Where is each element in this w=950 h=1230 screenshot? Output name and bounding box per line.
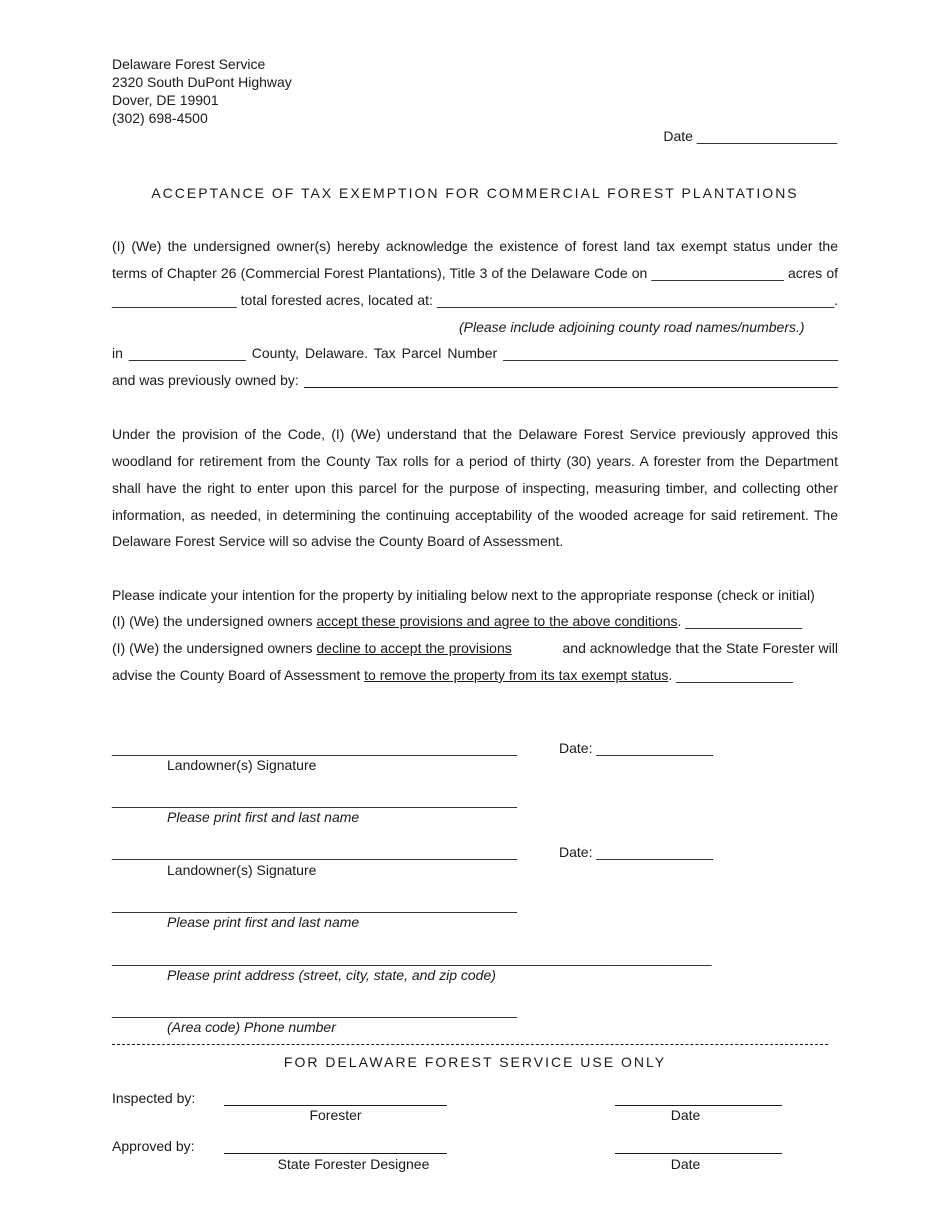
address-line[interactable]: _____________________________________________________________________________ [112,950,712,966]
para1-note: (Please include adjoining county road names/numbers.) [459,319,805,335]
office-heading: FOR DELAWARE FOREST SERVICE USE ONLY [283,1054,667,1070]
print-name-line-1[interactable]: ____________________________________________________ [112,792,517,808]
decline-initial-field[interactable]: . _______________ [668,667,793,683]
para1-line5[interactable]: in _______________ County, Delaware. Tax Parcel Number ___________________________________________ [112,345,838,361]
org-name: Delaware Forest Service [112,56,266,72]
print-name-label-2: Please print first and last name [167,914,360,930]
accept-option[interactable] [112,612,802,630]
decline-cont-prefix: advise the County Board of Assessment [112,667,365,683]
org-phone: (302) 698-4500 [112,110,208,126]
para2-line1: Under the provision of the Code, (I) (We) understand that the Delaware Forest Service previously approved this [112,426,838,442]
decline-suffix: and acknowledge that the State Forester will [558,640,838,656]
designee-signature-field[interactable] [224,1153,447,1154]
accept-text: accept these provisions and agree to the above conditions [316,613,678,629]
signature-line-1[interactable]: ____________________________________________________ [112,740,517,756]
org-street: 2320 South DuPont Highway [112,74,292,90]
para3-line1: Please indicate your intention for the property by initialing below next to the appropriate response (check or initial) [112,587,815,603]
forester-label: Forester [309,1107,362,1123]
decline-cont-text: to remove the property from its tax exempt status [364,667,669,683]
forester-date-label: Date [670,1107,701,1123]
print-name-line-2[interactable]: ____________________________________________________ [112,897,517,913]
org-city: Dover, DE 19901 [112,92,219,108]
landowner-signature-label-1: Landowner(s) Signature [167,757,317,773]
para1-line3[interactable]: ________________ total forested acres, located at: ___________________________________________________. [112,292,838,308]
para2-line4: information, as needed, in determining the continuing acceptability of the wooded acreage for said retirement. The [112,507,838,523]
designee-date-field[interactable] [615,1153,782,1154]
approved-by-label: Approved by: [112,1138,195,1154]
phone-label: (Area code) Phone number [167,1019,336,1035]
inspected-by-label: Inspected by: [112,1090,196,1106]
print-name-label-1: Please print first and last name [167,809,360,825]
decline-text: decline to accept the provisions [316,640,512,656]
accept-prefix: (I) (We) the undersigned owners [112,613,317,629]
header-date-field[interactable]: Date __________________ [663,128,837,144]
para2-line2: woodland for retirement from the County Tax rolls for a period of thirty (30) years. A forester from the Department [112,453,838,469]
signature-line-2[interactable]: ____________________________________________________ [112,844,517,860]
signature-date-2[interactable]: Date: _______________ [559,844,714,860]
para2-line5: Delaware Forest Service will so advise the County Board of Assessment. [112,533,564,549]
designee-date-label: Date [670,1156,701,1172]
page-title: ACCEPTANCE OF TAX EXEMPTION FOR COMMERCIAL FOREST PLANTATIONS [151,185,799,201]
previous-owner-field[interactable] [304,387,838,388]
para1-line1: (I) (We) the undersigned owner(s) hereby acknowledge the existence of forest land tax exempt status under the [112,238,838,254]
accept-initial-field[interactable]: . _______________ [677,613,803,629]
decline-option-cont[interactable] [112,666,793,684]
signature-date-1[interactable]: Date: _______________ [559,740,714,756]
address-label: Please print address (street, city, state, and zip code) [167,967,496,983]
phone-line[interactable]: ____________________________________________________ [112,1002,517,1018]
para1-line2[interactable]: terms of Chapter 26 (Commercial Forest Plantations), Title 3 of the Delaware Code on _________________ acres of [112,265,838,281]
landowner-signature-label-2: Landowner(s) Signature [167,862,317,878]
previous-owner-label: and was previously owned by: [112,372,299,388]
para2-line3: shall have the right to enter upon this parcel for the purpose of inspecting, measuring timber, and collecting other [112,480,838,496]
office-divider [112,1044,828,1045]
decline-prefix: (I) (We) the undersigned owners [112,640,317,656]
designee-label: State Forester Designee [277,1156,430,1172]
decline-option[interactable] [112,639,838,657]
